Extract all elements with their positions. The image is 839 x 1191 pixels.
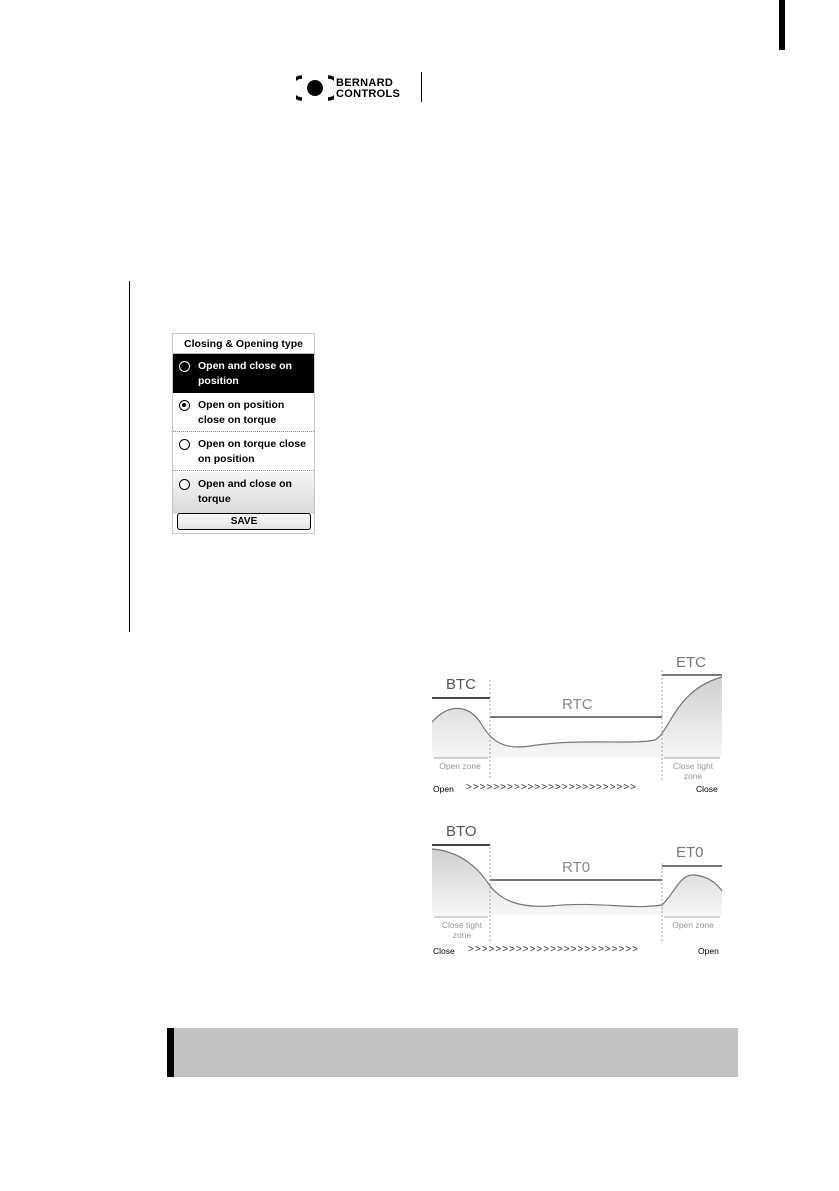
section-banner: [167, 1028, 738, 1077]
axis-right-label: Close: [696, 784, 718, 794]
closing-opening-type-menu: [172, 333, 315, 534]
direction-arrows: >>>>>>>>>>>>>>>>>>>>>>>>>: [466, 782, 637, 793]
bto-label: BTO: [446, 823, 477, 840]
rtc-label: RTC: [562, 696, 593, 713]
closing-torque-diagram: [430, 650, 723, 800]
option-open-position-close-torque[interactable]: [173, 393, 314, 432]
close-tight-zone-label: Close tight zone: [672, 761, 714, 781]
option-label: Open on torque close on position: [198, 438, 306, 465]
radio-selected-icon[interactable]: [179, 400, 190, 411]
radio-unselected-icon[interactable]: [179, 479, 190, 490]
close-tight-zone-label: Close tight zone: [441, 920, 483, 940]
opening-torque-diagram: [430, 813, 723, 963]
option-open-close-position[interactable]: [173, 354, 314, 393]
page-edge-mark: [779, 0, 785, 50]
direction-arrows: >>>>>>>>>>>>>>>>>>>>>>>>>: [468, 944, 639, 955]
menu-title: Closing & Opening type: [173, 334, 314, 354]
bernard-controls-logo: [296, 72, 426, 104]
axis-right-label: Open: [698, 946, 719, 956]
eto-label: ET0: [676, 844, 704, 861]
option-label: Open on position close on torque: [198, 399, 285, 426]
save-button[interactable]: SAVE: [177, 513, 311, 530]
banner-accent-bar: [167, 1028, 174, 1077]
axis-left-label: Close: [433, 946, 455, 956]
etc-label: ETC: [676, 654, 706, 671]
section-margin-rule: [129, 281, 130, 632]
option-open-close-torque[interactable]: [173, 472, 314, 514]
option-open-torque-close-position[interactable]: [173, 432, 314, 471]
header-divider: [421, 72, 422, 102]
logo-symbol-icon: [296, 75, 334, 101]
open-zone-label: Open zone: [672, 920, 714, 930]
logo-text-line2: CONTROLS: [336, 88, 401, 100]
option-label: Open and close on torque: [198, 478, 292, 505]
axis-left-label: Open: [433, 784, 454, 794]
radio-unselected-icon[interactable]: [179, 439, 190, 450]
open-zone-label: Open zone: [439, 761, 481, 771]
logo-text-line1: BERNARD: [336, 77, 394, 89]
option-label: Open and close on position: [198, 360, 292, 387]
rto-label: RT0: [562, 859, 591, 876]
btc-label: BTC: [446, 676, 476, 693]
radio-unselected-icon[interactable]: [179, 361, 190, 372]
